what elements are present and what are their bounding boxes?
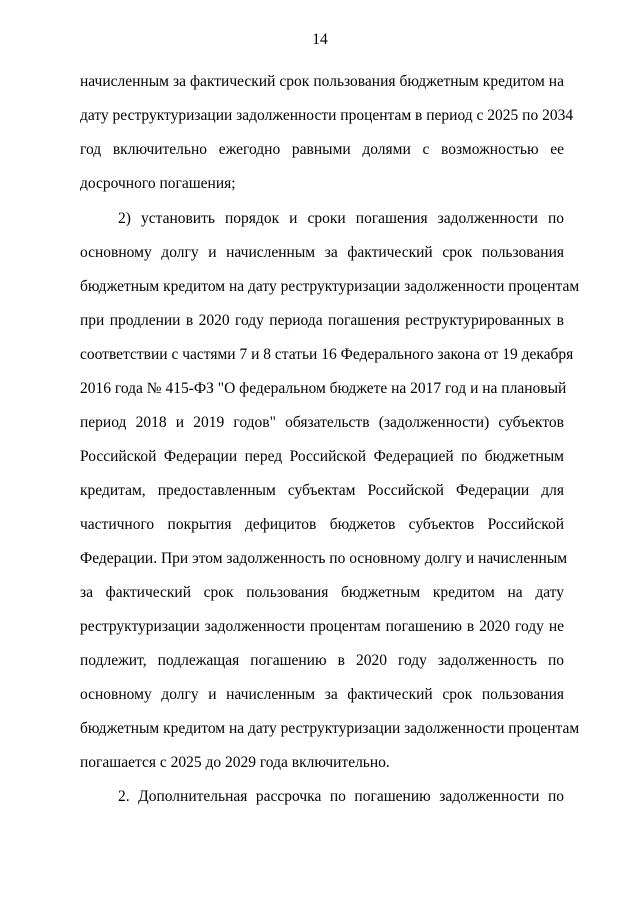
text-line: погашается с 2025 до 2029 года включительно. [80,754,390,771]
text-line: соответствии с частями 7 и 8 статьи 16 Федерального закона от 19 декабря [80,346,574,363]
text-line: Российской Федерации перед Российской Федерацией по бюджетным [80,448,564,465]
text-line: бюджетным кредитом на дату реструктуризации задолженности процентам [80,720,580,737]
text-line: за фактический срок пользования бюджетным кредитом на дату [80,584,564,601]
text-line: Федерации. При этом задолженность по основному долгу и начисленным [80,550,568,567]
text-line: основному долгу и начисленным за фактический срок пользования [80,244,564,261]
text-line: год включительно ежегодно равными долями с возможностью ее [80,141,564,158]
text-line: период 2018 и 2019 годов" обязательств (задолженности) субъектов [80,414,564,431]
paragraph-start-line: 2. Дополнительная рассрочка по погашению задолженности по [118,788,564,805]
page-number: 14 [312,31,328,48]
text-line: подлежит, подлежащая погашению в 2020 году задолженность по [80,652,564,669]
text-line: досрочного погашения; [80,175,236,192]
text-line: основному долгу и начисленным за фактический срок пользования [80,686,564,703]
text-line: реструктуризации задолженности процентам погашению в 2020 году не [80,618,564,635]
text-line: при продлении в 2020 году периода погашения реструктурированных в [80,312,564,329]
text-line: дату реструктуризации задолженности процентам в период с 2025 по 2034 [80,107,574,124]
text-line: начисленным за фактический срок пользования бюджетным кредитом на [80,73,564,90]
text-line: бюджетным кредитом на дату реструктуризации задолженности процентам [80,278,580,295]
text-line: частичного покрытия дефицитов бюджетов субъектов Российской [80,516,564,533]
text-line: кредитам, предоставленным субъектам Российской Федерации для [80,482,564,499]
paragraph-start-line: 2) установить порядок и сроки погашения задолженности по [118,210,564,227]
text-line: 2016 года № 415-ФЗ "О федеральном бюджете на 2017 год и на плановый [80,380,567,397]
